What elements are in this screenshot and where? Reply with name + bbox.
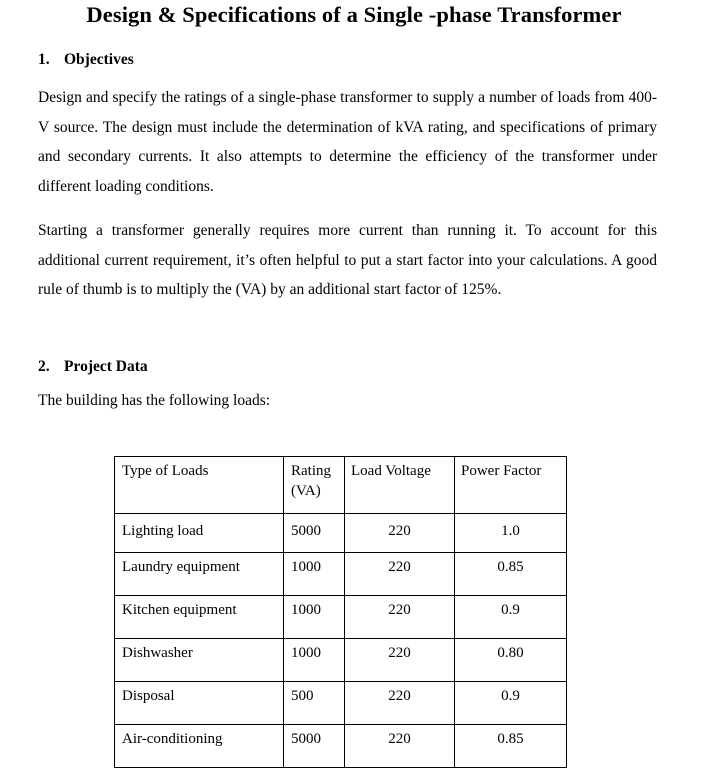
objectives-paragraph-2: Starting a transformer generally requires more current than running it. To account for this additional current requirement, it’s often helpful to put a start factor into your calculations. A good rule of thumb is to multiply the (VA) by an additional start factor of 125%.	[38, 222, 657, 298]
cell-load-type: Dishwasher	[115, 639, 284, 682]
section-number: 1.	[38, 51, 50, 68]
cell-voltage: 220	[345, 553, 455, 596]
cell-voltage: 220	[345, 639, 455, 682]
cell-voltage: 220	[345, 682, 455, 725]
table-row	[115, 596, 567, 639]
cell-power-factor: 0.80	[455, 639, 567, 682]
cell-load-type: Laundry equipment	[115, 553, 284, 596]
cell-power-factor: 0.85	[455, 725, 567, 768]
section-heading-objectives	[38, 51, 134, 69]
cell-power-factor: 0.85	[455, 553, 567, 596]
cell-power-factor: 0.9	[455, 596, 567, 639]
table-row	[115, 553, 567, 596]
section-title: Objectives	[64, 51, 134, 68]
header-type-of-loads: Type of Loads	[115, 457, 284, 514]
cell-rating: 1000	[284, 639, 345, 682]
cell-load-type: Kitchen equipment	[115, 596, 284, 639]
cell-power-factor: 1.0	[455, 514, 567, 553]
cell-load-type: Air-conditioning	[115, 725, 284, 768]
table-row	[115, 639, 567, 682]
header-rating: Rating (VA)	[284, 457, 345, 514]
table-header-row	[115, 457, 567, 514]
cell-power-factor: 0.9	[455, 682, 567, 725]
section-title: Project Data	[64, 358, 148, 375]
section-number: 2.	[38, 358, 50, 375]
project-data-intro: The building has the following loads:	[38, 392, 271, 409]
document-title: Design & Specifications of a Single -phase Transformer	[86, 2, 622, 27]
cell-rating: 5000	[284, 514, 345, 553]
header-load-voltage: Load Voltage	[345, 457, 455, 514]
table-row	[115, 682, 567, 725]
cell-rating: 1000	[284, 553, 345, 596]
table-row	[115, 514, 567, 553]
cell-load-type: Disposal	[115, 682, 284, 725]
cell-rating: 1000	[284, 596, 345, 639]
cell-rating: 5000	[284, 725, 345, 768]
cell-voltage: 220	[345, 514, 455, 553]
loads-table	[114, 456, 567, 768]
header-power-factor: Power Factor	[455, 457, 567, 514]
cell-voltage: 220	[345, 725, 455, 768]
cell-rating: 500	[284, 682, 345, 725]
cell-voltage: 220	[345, 596, 455, 639]
objectives-paragraph-1: Design and specify the ratings of a single-phase transformer to supply a number of loads from 400-V source. The design must include the determination of kVA rating, and specifications of primary and secondary currents. It also attempts to determine the efficiency of the transformer under different loading conditions.	[38, 89, 657, 195]
table-row	[115, 725, 567, 768]
section-heading-project-data	[38, 358, 148, 376]
cell-load-type: Lighting load	[115, 514, 284, 553]
